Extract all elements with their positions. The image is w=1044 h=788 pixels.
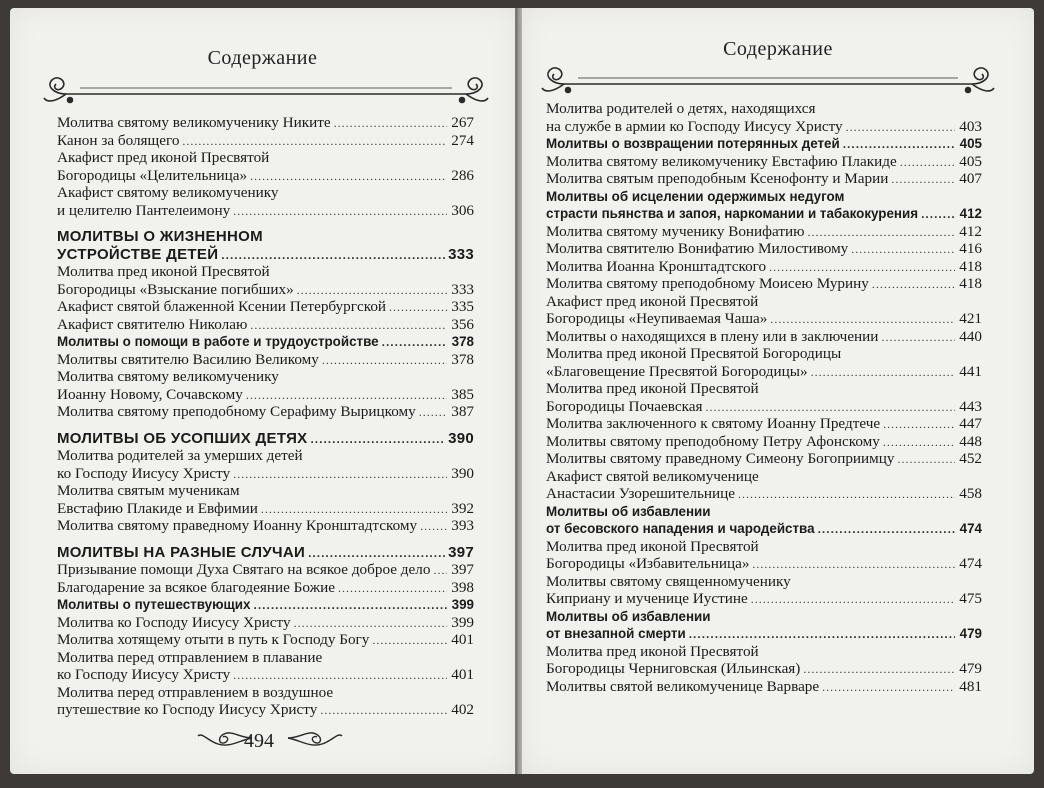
toc-entry[interactable]: Молитва пред иконой Пресвятой — [546, 380, 759, 397]
toc-section-heading[interactable]: УСТРОЙСТВЕ ДЕТЕЙ ..... 333 — [57, 246, 474, 264]
toc-subsection[interactable]: Молитвы об избавлении — [546, 503, 711, 519]
decorative-divider-ornament — [40, 74, 492, 108]
toc-entry[interactable]: Богородицы Почаевская ..... 443 — [546, 398, 982, 416]
toc-entry[interactable]: ко Господу Иисусу Христу ..... 401 — [57, 666, 474, 684]
toc-entry[interactable]: Молитва пред иконой Пресвятой — [546, 537, 759, 555]
toc-entry[interactable]: Молитвы о находящихся в плену или в заключении ..... 440 — [546, 328, 982, 346]
toc-section-heading[interactable]: МОЛИТВЫ НА РАЗНЫЕ СЛУЧАИ ..... 397 — [57, 544, 474, 562]
page-number: 494 — [244, 730, 274, 752]
toc-subsection[interactable]: страсти пьянства и запоя, наркомании и табакокурения ..... 412 — [546, 205, 982, 223]
toc-entry[interactable]: Киприану и мученице Иустине ..... 475 — [546, 590, 982, 608]
toc-entry[interactable]: Молитва святому преподобному Моисею Мурину ..... 418 — [546, 275, 982, 293]
toc-entry[interactable]: Анастасии Узорешительнице ..... 458 — [546, 485, 982, 503]
toc-entry[interactable]: Акафист святому великомученику — [57, 184, 279, 201]
toc-entry[interactable]: Акафист святой блаженной Ксении Петербургской ..... 335 — [57, 298, 474, 316]
toc-entry[interactable]: Канон за болящего ..... 274 — [57, 132, 474, 150]
left-page — [10, 8, 515, 774]
toc-entry[interactable]: Акафист святой великомученице — [546, 467, 759, 485]
toc-subsection[interactable]: Молитвы об исцелении одержимых недугом — [546, 188, 845, 204]
toc-entry[interactable]: Акафист святителю Николаю ..... 356 — [57, 316, 474, 334]
toc-entry[interactable]: Богородицы «Неупиваемая Чаша» ..... 421 — [546, 310, 982, 328]
toc-entry[interactable]: Молитвы святителю Василию Великому ..... 378 — [57, 351, 474, 369]
toc-entry[interactable]: Богородицы «Избавительница» ..... 474 — [546, 555, 982, 573]
decorative-divider-ornament — [538, 64, 998, 98]
toc-entry[interactable]: ко Господу Иисусу Христу ..... 390 — [57, 465, 474, 483]
toc-entry[interactable]: Молитва ко Господу Иисусу Христу ..... 399 — [57, 614, 474, 632]
toc-entry[interactable]: Богородицы «Взыскание погибших» ..... 333 — [57, 281, 474, 299]
right-toc-list — [546, 100, 982, 695]
toc-entry[interactable]: Молитва родителей о детях, находящихся — [546, 100, 816, 117]
toc-entry[interactable]: Молитва святому великомученику Евстафию Плакиде ..... 405 — [546, 153, 982, 171]
toc-subsection[interactable]: Молитвы о помощи в работе и трудоустройстве ..... 378 — [57, 333, 474, 351]
toc-subsection[interactable]: от внезапной смерти ..... 479 — [546, 625, 982, 643]
toc-entry[interactable]: Молитва святителю Вонифатию Милостивому ..... 416 — [546, 240, 982, 258]
toc-subsection[interactable]: Молитвы о возвращении потерянных детей ..... 405 — [546, 135, 982, 153]
toc-entry[interactable]: Молитва святым преподобным Ксенофонту и Марии ..... 407 — [546, 170, 982, 188]
left-toc-list — [57, 114, 474, 719]
toc-entry[interactable]: Молитва святым мученикам — [57, 482, 240, 499]
toc-entry[interactable]: Благодарение за всякое благодеяние Божие ..... 398 — [57, 579, 474, 597]
toc-entry[interactable]: Молитва пред иконой Пресвятой — [546, 642, 759, 660]
toc-entry[interactable]: Евстафию Плакиде и Евфимии ..... 392 — [57, 500, 474, 518]
toc-entry[interactable]: Иоанну Новому, Сочавскому ..... 385 — [57, 386, 474, 404]
toc-entry[interactable]: Молитвы святому священномученику — [546, 572, 791, 590]
toc-entry[interactable]: Молитва родителей за умерших детей — [57, 447, 303, 464]
toc-subsection[interactable]: Молитвы о путешествующих ..... 399 — [57, 596, 474, 614]
toc-entry[interactable]: Молитвы святому преподобному Петру Афонскому ..... 448 — [546, 433, 982, 451]
right-page-heading: Содержание — [723, 38, 833, 60]
toc-entry[interactable]: Молитва пред иконой Пресвятой Богородицы — [546, 345, 842, 362]
toc-entry[interactable]: Молитва святому преподобному Серафиму Вырицкому ..... 387 — [57, 403, 474, 421]
toc-entry[interactable]: Молитва перед отправлением в воздушное — [57, 683, 334, 701]
toc-section-heading[interactable]: МОЛИТВЫ ОБ УСОПШИХ ДЕТЯХ ..... 390 — [57, 430, 474, 448]
toc-entry[interactable]: Призывание помощи Духа Святаго на всякое доброе дело ..... 397 — [57, 561, 474, 579]
toc-entry[interactable]: Акафист пред иконой Пресвятой — [57, 149, 270, 166]
footer-ornament-right — [286, 726, 344, 750]
toc-entry[interactable]: Молитвы святой великомученице Варваре ..... 481 — [546, 678, 982, 696]
toc-entry[interactable]: на службе в армии ко Господу Иисусу Христу ..... 403 — [546, 118, 982, 136]
toc-entry[interactable]: и целителю Пантелеимону ..... 306 — [57, 202, 474, 220]
toc-entry[interactable]: Молитва хотящему отыти в путь к Господу Богу ..... 401 — [57, 631, 474, 649]
toc-entry[interactable]: «Благовещение Пресвятой Богородицы» ..... 441 — [546, 363, 982, 381]
toc-section-heading[interactable]: МОЛИТВЫ О ЖИЗНЕННОМ — [57, 228, 263, 245]
toc-entry[interactable]: Молитва святому великомученику — [57, 368, 279, 385]
toc-subsection[interactable]: от бесовского нападения и чародейства ..... 474 — [546, 520, 982, 538]
toc-entry[interactable]: Богородицы Черниговская (Ильинская) ..... 479 — [546, 660, 982, 678]
toc-entry[interactable]: Молитва святому мученику Вонифатию ..... 412 — [546, 223, 982, 241]
right-page — [522, 8, 1034, 774]
toc-entry[interactable]: Молитва пред иконой Пресвятой — [57, 263, 270, 280]
toc-entry[interactable]: Молитва заключенного к святому Иоанну Предтече ..... 447 — [546, 415, 982, 433]
toc-entry[interactable]: Молитва святому праведному Иоанну Кронштадтскому ..... 393 — [57, 517, 474, 535]
left-page-heading: Содержание — [207, 47, 318, 69]
toc-entry[interactable]: Молитва Иоанна Кронштадтского ..... 418 — [546, 258, 982, 276]
toc-entry[interactable]: Акафист пред иконой Пресвятой — [546, 292, 759, 310]
toc-entry[interactable]: Богородицы «Целительница» ..... 286 — [57, 167, 474, 185]
toc-entry[interactable]: Молитва святому великомученику Никите ..... 267 — [57, 114, 474, 132]
toc-entry[interactable]: Молитвы святому праведному Симеону Богоприимцу ..... 452 — [546, 450, 982, 468]
toc-subsection[interactable]: Молитвы об избавлении — [546, 608, 711, 624]
toc-entry[interactable]: Молитва перед отправлением в плавание — [57, 648, 323, 666]
toc-entry[interactable]: путешествие ко Господу Иисусу Христу ..... 402 — [57, 701, 474, 719]
